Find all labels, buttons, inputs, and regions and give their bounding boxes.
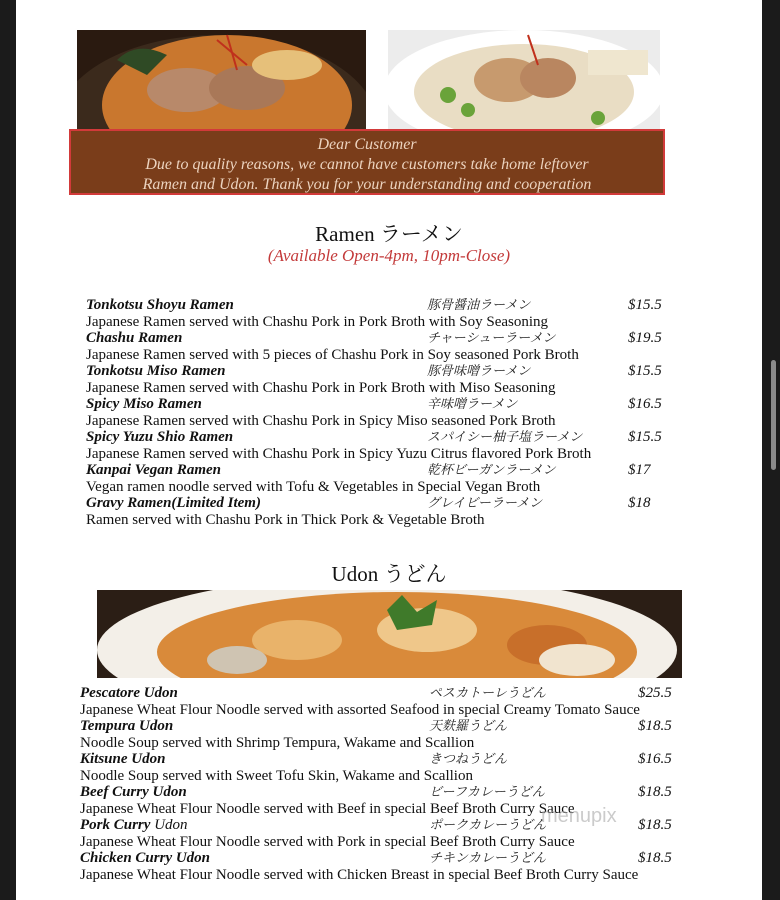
item-price: $25.5 xyxy=(638,685,672,701)
item-name: Kitsune Udon xyxy=(80,751,166,767)
item-price: $16.5 xyxy=(638,751,672,767)
item-name: Beef Curry Udon xyxy=(80,784,187,800)
notice-title: Dear Customer xyxy=(317,136,417,153)
item-name: Chashu Ramen xyxy=(86,330,183,346)
item-japanese-name: ペスカトーレうどん xyxy=(429,685,546,700)
notice-line-2: Ramen and Udon. Thank you for your understanding and cooperation xyxy=(142,176,592,193)
item-description: Noodle Soup served with Shrimp Tempura, Wakame and Scallion xyxy=(80,734,475,751)
item-description: Japanese Wheat Flour Noodle served with assorted Seafood in special Creamy Tomato Sauce xyxy=(80,701,640,718)
item-japanese-name: 辛味噌ラーメン xyxy=(427,396,518,411)
item-price: $15.5 xyxy=(628,363,662,379)
item-name-main: Pork Curry xyxy=(80,817,151,833)
item-price: $19.5 xyxy=(628,330,662,346)
item-japanese-name: スパイシー柚子塩ラーメン xyxy=(427,429,583,444)
item-japanese-name: グレイビーラーメン xyxy=(427,495,543,510)
item-description: Noodle Soup served with Sweet Tofu Skin, Wakame and Scallion xyxy=(80,767,473,784)
item-name-suffix: Udon xyxy=(150,817,188,833)
ramen-photo-left xyxy=(77,30,366,130)
udon-section-title: Udon うどん xyxy=(331,562,447,586)
item-name: Tempura Udon xyxy=(80,718,174,734)
item-name: Pescatore Udon xyxy=(80,685,178,701)
item-description: Japanese Ramen served with Chashu Pork in Pork Broth with Soy Seasoning xyxy=(86,313,549,330)
item-name: Chicken Curry Udon xyxy=(80,850,211,866)
menu-item xyxy=(80,751,700,784)
item-name: Spicy Miso Ramen xyxy=(86,396,202,412)
item-price: $18 xyxy=(628,495,651,511)
item-price: $15.5 xyxy=(628,429,662,445)
item-description: Japanese Wheat Flour Noodle served with Beef in special Beef Broth Curry Sauce xyxy=(80,800,575,817)
item-price: $18.5 xyxy=(638,718,672,734)
menu-item xyxy=(86,462,686,495)
item-price: $16.5 xyxy=(628,396,662,412)
menu-item xyxy=(80,685,700,718)
notice-line-1: Due to quality reasons, we cannot have customers take home leftover xyxy=(145,156,589,173)
item-japanese-name: チャーシューラーメン xyxy=(427,330,556,345)
item-name: Spicy Yuzu Shio Ramen xyxy=(86,429,234,445)
item-description: Vegan ramen noodle served with Tofu & Vegetables in Special Vegan Broth xyxy=(86,478,541,495)
item-price: $18.5 xyxy=(638,850,672,866)
item-japanese-name: ポークカレーうどん xyxy=(429,817,547,832)
item-price: $17 xyxy=(628,462,651,478)
item-japanese-name: 乾杯ビーガンラーメン xyxy=(427,462,556,477)
udon-menu-list xyxy=(80,685,700,883)
menu-item xyxy=(86,297,686,330)
item-description: Ramen served with Chashu Pork in Thick Pork & Vegetable Broth xyxy=(86,511,485,528)
menu-item xyxy=(86,363,686,396)
item-japanese-name: 天麩羅うどん xyxy=(429,718,508,733)
item-description: Japanese Ramen served with Chashu Pork in Spicy Yuzu Citrus flavored Pork Broth xyxy=(86,445,592,462)
item-description: Japanese Ramen served with Chashu Pork in Spicy Miso seasoned Pork Broth xyxy=(86,412,556,429)
leftover-notice xyxy=(69,129,665,195)
ramen-photo-right xyxy=(388,30,660,130)
item-name: Tonkotsu Shoyu Ramen xyxy=(86,297,234,313)
udon-photo xyxy=(97,590,682,678)
item-description: Japanese Ramen served with Chashu Pork in Pork Broth with Miso Seasoning xyxy=(86,379,556,396)
watermark: menupix xyxy=(541,805,617,827)
menu-item xyxy=(80,850,700,883)
menu-item xyxy=(86,429,686,462)
item-name: Kanpai Vegan Ramen xyxy=(86,462,222,478)
item-price: $18.5 xyxy=(638,817,672,833)
item-japanese-name: ビーフカレーうどん xyxy=(429,784,545,799)
item-japanese-name: 豚骨醤油ラーメン xyxy=(427,297,531,312)
item-japanese-name: 豚骨味噌ラーメン xyxy=(427,363,531,378)
scrollbar[interactable] xyxy=(771,360,776,470)
item-name: Tonkotsu Miso Ramen xyxy=(86,363,226,379)
item-price: $15.5 xyxy=(628,297,662,313)
item-price: $18.5 xyxy=(638,784,672,800)
menu-page xyxy=(16,0,762,900)
menu-item xyxy=(80,718,700,751)
item-description: Japanese Wheat Flour Noodle served with Pork in special Beef Broth Curry Sauce xyxy=(80,833,575,850)
item-description: Japanese Ramen served with 5 pieces of Chashu Pork in Soy seasoned Pork Broth xyxy=(86,346,579,363)
menu-item xyxy=(86,330,686,363)
item-japanese-name: きつねうどん xyxy=(429,751,508,766)
ramen-section-title: Ramen ラーメン xyxy=(315,222,463,246)
ramen-menu-list xyxy=(86,297,686,528)
item-description: Japanese Wheat Flour Noodle served with Chicken Breast in special Beef Broth Curry Sauce xyxy=(80,866,639,883)
menu-item xyxy=(86,396,686,429)
ramen-availability: (Available Open-4pm, 10pm-Close) xyxy=(267,246,511,265)
item-name: Gravy Ramen(Limited Item) xyxy=(86,495,261,511)
item-japanese-name: チキンカレーうどん xyxy=(429,850,546,865)
menu-item xyxy=(86,495,686,528)
